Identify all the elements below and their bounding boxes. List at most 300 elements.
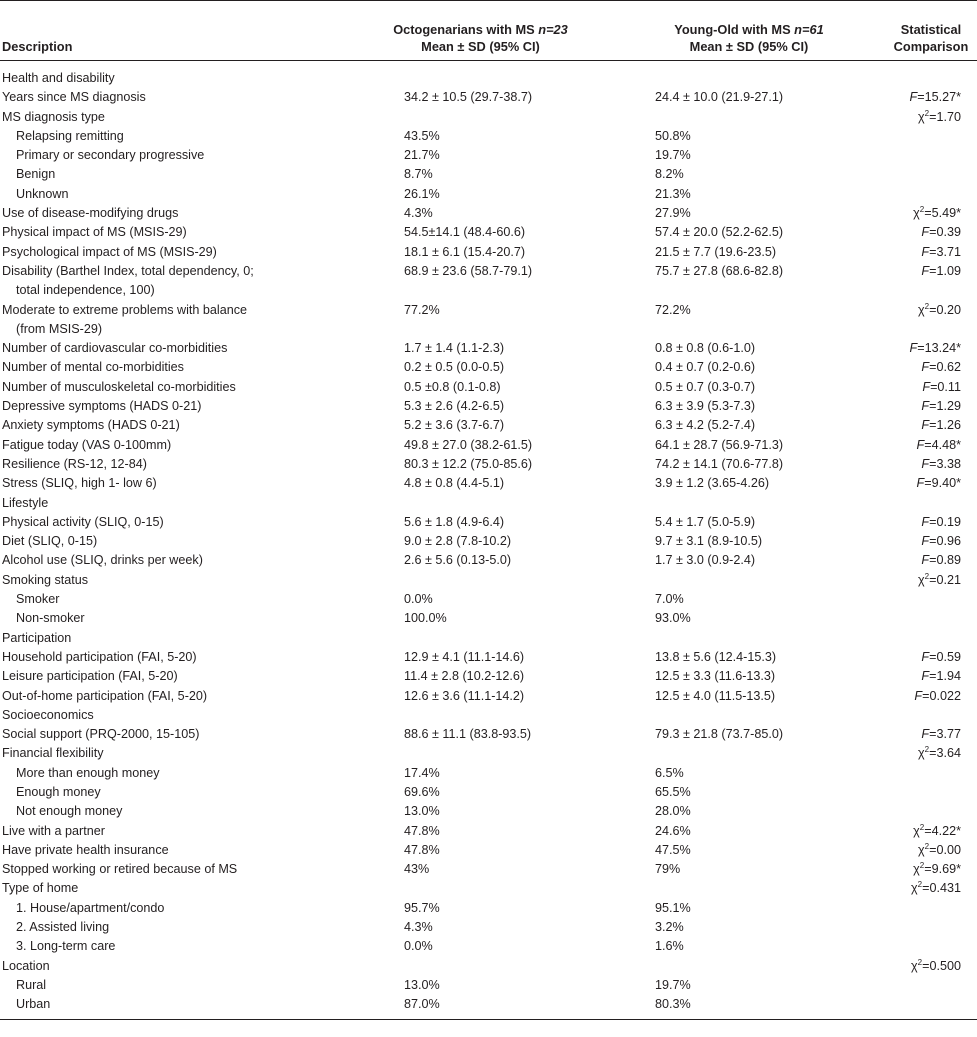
table-row [0,243,977,262]
row-description [0,127,348,146]
header-oct-stat: Mean ± SD (95% CI) [421,39,540,54]
stat-value: =3.38 [929,456,961,471]
stat-value: =1.70 [929,109,961,124]
description-text: More than enough money [16,765,160,780]
table-row [0,725,977,744]
table-row [0,513,977,532]
young-old-value [613,879,885,898]
stat-symbol: F [914,688,923,703]
table-row [0,397,977,416]
statistical-comparison-value [885,802,977,821]
octogenarian-value: 100.0% [404,611,447,626]
octogenarian-value: 49.8 ± 27.0 (38.2-61.5) [404,437,533,452]
octogenarian-value: 1.7 ± 1.4 (1.1-2.3) [404,341,505,356]
stat-value: =0.11 [930,379,961,394]
stat-superscript: 2 [924,108,930,118]
statistical-comparison-value [885,88,977,107]
young-old-value: 80.3% [613,995,885,1019]
table-row [0,455,977,474]
row-description [0,378,348,397]
row-description [0,725,348,744]
statistical-comparison-value [885,783,977,802]
octogenarian-value: 11.4 ± 2.8 (10.2-12.6) [404,669,525,684]
description-text: Financial flexibility [2,746,104,761]
table-row [0,802,977,821]
statistical-comparison-value [885,185,977,204]
statistical-comparison-value [885,301,977,340]
stat-value: =1.29 [929,399,961,414]
header-oct-n: n=23 [538,22,568,37]
table-row [0,223,977,242]
octogenarian-value: 43% [404,862,430,877]
stat-symbol: F [921,399,930,414]
stat-value: =0.431 [922,881,961,896]
stat-symbol: F [921,360,930,375]
table-row [0,436,977,455]
statistical-comparison-value [885,629,977,648]
stat-symbol: F [921,553,930,568]
young-old-value: 24.6% [655,823,691,838]
young-old-value: 3.9 ± 1.2 (3.65-4.26) [655,476,770,491]
young-old-value: 65.5% [655,784,691,799]
statistical-comparison-value [885,551,977,570]
description-text: Use of disease-modifying drugs [2,206,179,221]
description-text: Years since MS diagnosis [2,90,146,105]
table-row [0,744,977,763]
description-text: Resilience (RS-12, 12-84) [2,456,147,471]
young-old-value: 47.5% [655,842,691,857]
row-description [0,146,348,165]
young-old-value: 19.7% [655,977,691,992]
octogenarian-value: 2.6 ± 5.6 (0.13-5.0) [404,553,512,568]
statistical-comparison-value [885,204,977,223]
stat-symbol: F [922,379,931,394]
young-old-value: 50.8% [655,128,691,143]
stat-value: =4.48* [924,437,961,452]
stat-superscript: 2 [924,301,930,311]
header-row [0,1,977,61]
statistical-comparison-value [885,590,977,609]
stat-superscript: 2 [919,205,925,215]
description-text: Stress (SLIQ, high 1- low 6) [2,476,157,491]
stat-value: =0.39 [929,225,961,240]
description-text: Number of musculoskeletal co-morbidities [2,379,236,394]
description-text: Type of home [2,881,79,896]
stat-value: =1.26 [929,418,961,433]
table-row [0,339,977,358]
octogenarian-value: 26.1% [404,186,440,201]
statistical-comparison-value [885,455,977,474]
description-text: Relapsing remitting [16,128,124,143]
stat-superscript: 2 [924,571,930,581]
row-description [0,513,348,532]
table-row [0,706,977,725]
young-old-value: 1.7 ± 3.0 (0.9-2.4) [655,553,756,568]
stat-value: =0.21 [929,572,961,587]
description-text: Moderate to extreme problems with balance [2,302,248,317]
description-text: Smoker [16,592,60,607]
stat-value: =0.62 [929,360,961,375]
octogenarian-value: 4.3% [404,206,433,221]
octogenarian-value: 69.6% [404,784,440,799]
description-text: Benign [16,167,56,182]
statistical-comparison-value [885,687,977,706]
row-description [0,783,348,802]
description-text: Non-smoker [16,611,85,626]
statistical-comparison-value [885,416,977,435]
stat-symbol: F [921,244,930,259]
table-row [0,860,977,879]
stat-symbol: F [921,514,930,529]
young-old-value: 6.3 ± 4.2 (5.2-7.4) [655,418,756,433]
stat-symbol: F [921,263,930,278]
octogenarian-value: 5.2 ± 3.6 (3.7-6.7) [404,418,505,433]
octogenarian-value [348,108,613,127]
table-row [0,127,977,146]
octogenarian-value [348,957,613,976]
statistical-comparison-value [885,223,977,242]
octogenarian-value: 47.8% [404,823,440,838]
statistical-comparison-value [885,61,977,89]
table-row [0,822,977,841]
table-row [0,995,977,1019]
table-row [0,165,977,184]
table-row [0,918,977,937]
young-old-value: 12.5 ± 4.0 (11.5-13.5) [655,688,776,703]
statistical-comparison-value [885,744,977,763]
stat-value: =0.19 [929,514,961,529]
young-old-value: 57.4 ± 20.0 (52.2-62.5) [655,225,784,240]
octogenarian-value: 54.5±14.1 (48.4-60.6) [404,225,526,240]
octogenarian-value: 68.9 ± 23.6 (58.7-79.1) [404,263,533,278]
stat-symbol: χ [918,109,925,124]
young-old-value [613,744,885,763]
table-row [0,841,977,860]
statistical-comparison-value [885,764,977,783]
description-text: 1. House/apartment/condo [16,900,165,915]
stat-symbol: χ [918,302,925,317]
table-row [0,571,977,590]
stat-superscript: 2 [924,841,930,851]
statistical-comparison-value [885,108,977,127]
table-row [0,378,977,397]
stat-symbol: F [909,90,918,105]
description-text: Have private health insurance [2,842,169,857]
stat-symbol: χ [911,958,918,973]
stat-value: =1.94 [929,669,961,684]
description-text: Participation [2,630,72,645]
row-description [0,706,348,725]
table-body [0,61,977,1020]
stat-superscript: 2 [924,745,930,755]
description-text: Urban [16,997,51,1012]
stat-symbol: χ [918,572,925,587]
table-row [0,937,977,956]
row-description [0,571,348,590]
header-octogenarians [348,1,613,61]
table-row [0,764,977,783]
statistical-comparison-value [885,378,977,397]
table-row [0,648,977,667]
description-text: Location [2,958,50,973]
statistical-comparison-value [885,918,977,937]
header-description: Description [0,1,348,61]
statistical-comparison-value [885,706,977,725]
statistical-comparison-value [885,667,977,686]
octogenarian-value: 0.2 ± 0.5 (0.0-0.5) [404,360,505,375]
octogenarian-value: 5.3 ± 2.6 (4.2-6.5) [404,399,505,414]
row-description [0,455,348,474]
young-old-value: 6.5% [655,765,684,780]
octogenarian-value [348,744,613,763]
statistical-comparison-value [885,609,977,628]
description-text-continued: (from MSIS-29) [16,321,103,336]
young-old-value [613,571,885,590]
description-text: Enough money [16,784,101,799]
table-row [0,667,977,686]
stat-symbol: F [921,225,930,240]
statistical-comparison-value [885,648,977,667]
row-description [0,899,348,918]
row-description [0,822,348,841]
row-description [0,551,348,570]
table-row [0,957,977,976]
row-description [0,494,348,513]
row-description [0,397,348,416]
young-old-value: 95.1% [655,900,691,915]
description-text: Depressive symptoms (HADS 0-21) [2,399,202,414]
table-row [0,687,977,706]
stat-symbol: F [921,534,930,549]
description-text: MS diagnosis type [2,109,105,124]
statistical-comparison-value [885,494,977,513]
row-description [0,879,348,898]
description-text: Not enough money [16,804,123,819]
young-old-value: 7.0% [655,592,684,607]
young-old-value: 5.4 ± 1.7 (5.0-5.9) [655,514,756,529]
octogenarian-value: 88.6 ± 11.1 (83.8-93.5) [404,727,532,742]
stat-value: =0.20 [929,302,961,317]
young-old-value: 1.6% [655,939,684,954]
octogenarian-value: 17.4% [404,765,440,780]
octogenarian-value: 5.6 ± 1.8 (4.9-6.4) [404,514,505,529]
statistical-comparison-value [885,165,977,184]
row-description [0,88,348,107]
table-row [0,61,977,89]
table-row [0,879,977,898]
stat-value: =3.71 [929,244,961,259]
row-description [0,436,348,455]
row-description [0,937,348,956]
header-young-label: Young-Old with MS [674,22,795,37]
young-old-value: 3.2% [655,920,684,935]
octogenarian-value: 13.0% [404,804,440,819]
statistical-comparison-value [885,957,977,976]
statistical-comparison-value [885,532,977,551]
stat-superscript: 2 [917,957,923,967]
statistical-comparison-value [885,474,977,493]
octogenarian-value: 21.7% [404,148,440,163]
octogenarian-value: 0.0% [404,939,433,954]
young-old-value: 64.1 ± 28.7 (56.9-71.3) [655,437,784,452]
octogenarian-value: 12.9 ± 4.1 (11.1-14.6) [404,649,525,664]
row-description [0,764,348,783]
row-description [0,185,348,204]
row-description [0,532,348,551]
row-description [0,243,348,262]
description-text: Primary or secondary progressive [16,148,205,163]
young-old-value [613,957,885,976]
stat-value: =15.27* [917,90,961,105]
young-old-value: 21.3% [655,186,691,201]
row-description [0,339,348,358]
octogenarian-value [348,879,613,898]
young-old-value: 75.7 ± 27.8 (68.6-82.8) [655,263,784,278]
description-text: Anxiety symptoms (HADS 0-21) [2,418,180,433]
stat-symbol: F [921,456,930,471]
statistical-comparison-value [885,725,977,744]
table-row [0,474,977,493]
row-description [0,744,348,763]
statistical-comparison-value [885,397,977,416]
stat-superscript: 2 [919,861,925,871]
row-description [0,262,348,301]
octogenarian-value [348,494,613,513]
header-young-n: n=61 [794,22,824,37]
young-old-value [613,61,885,89]
description-text: Disability (Barthel Index, total dependency, 0; [2,263,254,278]
stat-symbol: χ [913,206,920,221]
young-old-value: 24.4 ± 10.0 (21.9-27.1) [655,90,784,105]
octogenarian-value: 12.6 ± 3.6 (11.1-14.2) [404,688,525,703]
table-row [0,899,977,918]
description-text: Leisure participation (FAI, 5-20) [2,669,178,684]
description-text: Physical activity (SLIQ, 0-15) [2,514,164,529]
row-description [0,358,348,377]
description-text: Socioeconomics [2,707,94,722]
header-statistical-comparison [885,1,977,61]
young-old-value: 0.4 ± 0.7 (0.2-0.6) [655,360,756,375]
description-text: Household participation (FAI, 5-20) [2,649,197,664]
stat-symbol: F [921,418,930,433]
table-row [0,629,977,648]
statistical-comparison-value [885,822,977,841]
row-description [0,609,348,628]
stat-value: =1.09 [929,263,961,278]
young-old-value: 72.2% [655,302,691,317]
stat-symbol: χ [913,862,920,877]
octogenarian-value: 8.7% [404,167,433,182]
young-old-value [613,629,885,648]
young-old-value: 9.7 ± 3.1 (8.9-10.5) [655,534,763,549]
stat-value: =9.69* [924,862,961,877]
stat-value: =3.77 [929,727,961,742]
table-row [0,108,977,127]
young-old-value: 19.7% [655,148,691,163]
table-row [0,262,977,301]
octogenarian-value: 80.3 ± 12.2 (75.0-85.6) [404,456,533,471]
octogenarian-value: 4.3% [404,920,433,935]
stat-value: =0.500 [922,958,961,973]
description-text: Number of cardiovascular co-morbidities [2,341,228,356]
description-text: 3. Long-term care [16,939,116,954]
young-old-value: 21.5 ± 7.7 (19.6-23.5) [655,244,777,259]
statistical-comparison-value [885,995,977,1019]
row-description [0,629,348,648]
row-description [0,667,348,686]
table-row [0,609,977,628]
description-text: 2. Assisted living [16,920,110,935]
row-description [0,802,348,821]
table-row [0,551,977,570]
young-old-value [613,108,885,127]
statistical-comparison-value [885,339,977,358]
description-text: Fatigue today (VAS 0-100mm) [2,437,172,452]
table-row [0,88,977,107]
header-stat-line2: Comparison [893,39,969,54]
description-text: Out-of-home participation (FAI, 5-20) [2,688,208,703]
table-row [0,494,977,513]
statistical-comparison-value [885,358,977,377]
stat-symbol: F [916,476,925,491]
statistical-comparison-value [885,127,977,146]
statistical-comparison-value [885,262,977,301]
statistical-comparison-value [885,860,977,879]
octogenarian-value [348,61,613,89]
stat-value: =0.00 [929,842,961,857]
young-old-value: 13.8 ± 5.6 (12.4-15.3) [655,649,777,664]
description-text: Diet (SLIQ, 0-15) [2,534,98,549]
young-old-value: 28.0% [655,804,691,819]
row-description [0,918,348,937]
young-old-value: 27.9% [655,206,691,221]
octogenarian-value: 9.0 ± 2.8 (7.8-10.2) [404,534,512,549]
octogenarian-value: 0.5 ±0.8 (0.1-0.8) [404,379,501,394]
table-row [0,976,977,995]
statistical-comparison-value [885,436,977,455]
table-row [0,532,977,551]
row-description [0,165,348,184]
octogenarian-value: 43.5% [404,128,440,143]
row-description [0,204,348,223]
table-row [0,783,977,802]
octogenarian-value: 47.8% [404,842,440,857]
octogenarian-value: 0.0% [404,592,433,607]
stat-symbol: F [921,669,930,684]
statistical-comparison-value [885,146,977,165]
description-text: Health and disability [2,71,115,85]
young-old-value: 79% [655,862,681,877]
description-text: Number of mental co-morbidities [2,360,184,375]
description-text: Live with a partner [2,823,105,838]
row-description [0,841,348,860]
row-description [0,416,348,435]
octogenarian-value: 95.7% [404,900,440,915]
table-row [0,301,977,340]
description-text-continued: total independence, 100) [16,283,155,298]
description-text: Stopped working or retired because of MS [2,862,238,877]
stat-superscript: 2 [917,880,923,890]
description-text: Psychological impact of MS (MSIS-29) [2,244,217,259]
row-description [0,223,348,242]
stat-value: =0.59 [929,649,961,664]
young-old-value: 0.8 ± 0.8 (0.6-1.0) [655,341,756,356]
statistical-comparison-value [885,879,977,898]
stat-symbol: χ [911,881,918,896]
stat-symbol: F [921,727,930,742]
octogenarian-value: 4.8 ± 0.8 (4.4-5.1) [404,476,505,491]
stat-symbol: χ [918,842,925,857]
